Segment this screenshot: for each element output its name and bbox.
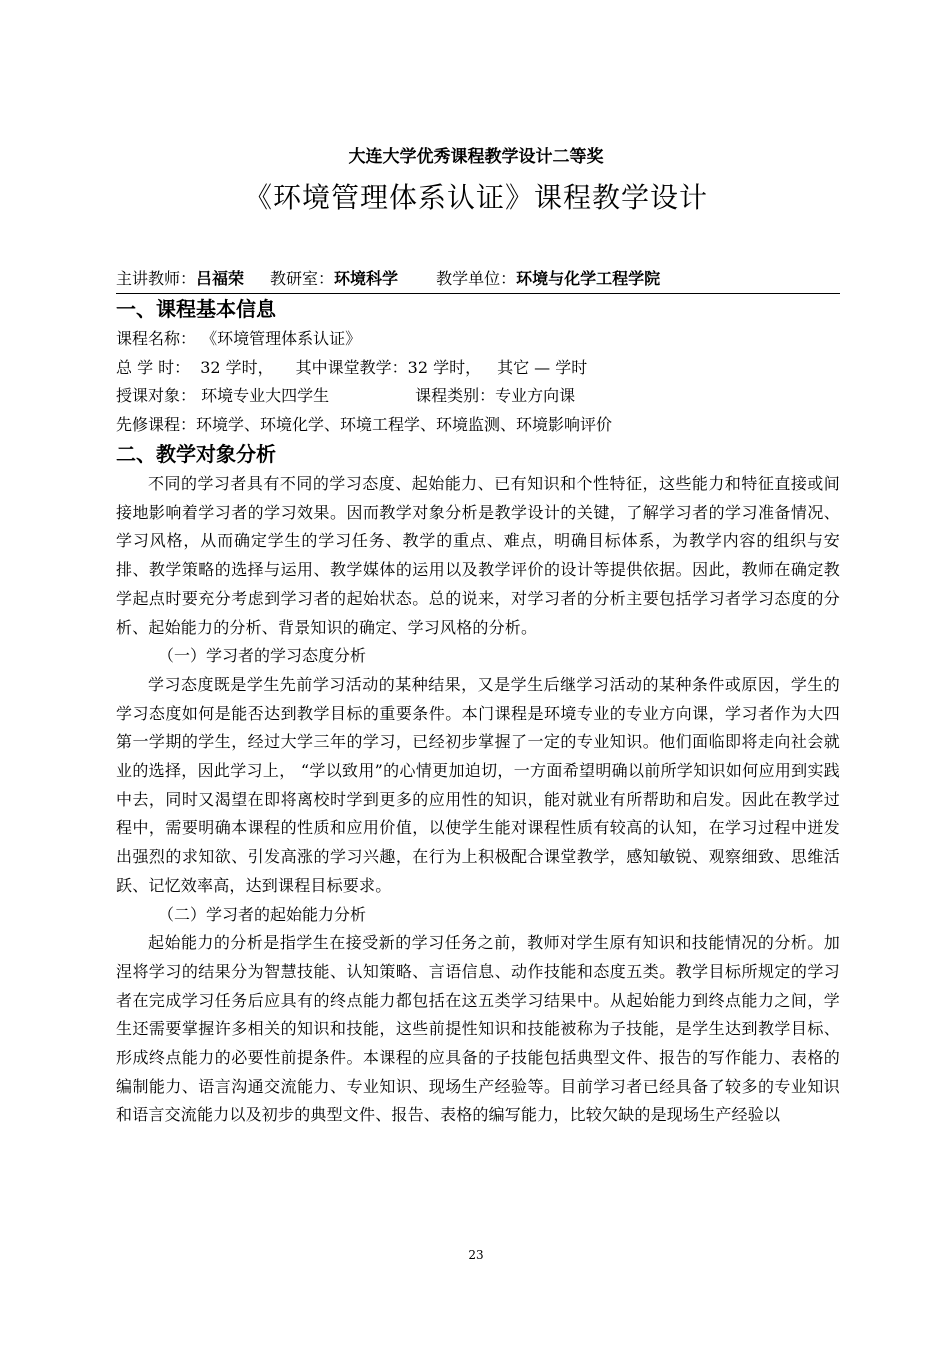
teacher-name: 吕福荣 — [196, 269, 245, 288]
office-label: 教研室： — [270, 269, 335, 288]
award-caption: 大连大学优秀课程教学设计二等奖 — [348, 147, 604, 167]
course-name-row: 课程名称： 《环境管理体系认证》 — [116, 329, 362, 348]
page-title: 《环境管理体系认证》课程教学设计 — [243, 181, 708, 214]
category-text: 课程类别：专业方向课 — [415, 386, 576, 405]
page-number: 23 — [468, 1248, 484, 1262]
section-heading-student-analysis: 二、教学对象分析 — [116, 442, 276, 466]
hours-row — [116, 354, 840, 383]
section-heading-basic-info: 一、课程基本信息 — [116, 297, 276, 321]
prerequisite-row: 先修课程：环境学、环境化学、环境工程学、环境监测、环境影响评价 — [116, 414, 613, 434]
subheading-attitude: （一）学习者的学习态度分析 — [158, 646, 367, 666]
initial-ability-paragraph: 起始能力的分析是指学生在接受新的学习任务之前，教师对学生原有知识和技能情况的分析。加涅将学习的结果分为智慧技能、认知策略、言语信息、动作技能和态度五类。教学目标所规定的学习者在完成学习任务后应具有的终点能力都包括在这五类学习结果中。从起始能力到终点能力之间，学生还需要掌握许多相关的知识和技能，这些前提性知识和技能被称为子技能，是学生达到教学目标、形成终点能力的必要性前提条件。本课程的应具备的子技能包括典型文件、报告的写作能力、表格的编制能力、语言沟通交流能力、专业知识、现场生产经验等。目前学习者已经具备了较多的专业知识和语言交流能力以及初步的典型文件、报告、表格的编写能力，比较欠缺的是现场生产经验以 — [116, 933, 840, 1125]
unit-name: 环境与化学工程学院 — [516, 269, 661, 288]
hours-label: 总 学 时： — [116, 357, 191, 377]
unit-label: 教学单位： — [436, 269, 517, 288]
office-name: 环境科学 — [334, 269, 399, 288]
hours-class: 其中课堂教学：32 学时， — [295, 357, 482, 377]
attitude-paragraph: 学习态度既是学生先前学习活动的某种结果，又是学生后继学习活动的某种条件或原因，学生的学习态度如何是能否达到教学目标的重要条件。本门课程是环境专业的专业方向课，学习者作为大四第一学期的学生，经过大学三年的学习，已经初步掌握了一定的专业知识。他们面临即将走向社会就业的选择，因此学习上， “学以致用”的心情更加迫切，一方面希望明确以前所学知识如何应用到实践中去，同时又渴望在即将离校时学到更多的应用性的知识，能对就业有所帮助和启发。因此在教学过程中，需要明确本课程的性质和应用价值，以使学生能对课程性质有较高的认知，在学习过程中迸发出强烈的求知欲、引发高涨的学习兴趣，在行为上积极配合课堂教学，感知敏锐、观察细致、思维活跃、记忆效率高，达到课程目标要求。 — [116, 674, 840, 895]
intro-paragraph: 不同的学习者具有不同的学习态度、起始能力、已有知识和个性特征，这些能力和特征直接或间接地影响着学习者的学习效果。因而教学对象分析是教学设计的关键，了解学习者的学习准备情况、学习风格，从而确定学生的学习任务、教学的重点、难点，明确目标体系，为教学内容的组织与安排、教学策略的选择与运用、教学媒体的运用以及教学评价的设计等提供依据。因此，教师在确定教学起点时要充分考虑到学习者的起始状态。总的说来，对学习者的分析主要包括学习者学习态度的分析、起始能力的分析、背景知识的确定、学习风格的分析。 — [116, 474, 840, 637]
document-body — [116, 294, 840, 1130]
hours-other: 其它 — 学时 — [497, 357, 588, 377]
hours-total: 32 学时， — [200, 357, 274, 377]
subheading-initial-ability: （二）学习者的起始能力分析 — [158, 904, 367, 924]
teacher-label: 主讲教师： — [116, 269, 197, 288]
course-header-line — [116, 266, 840, 294]
audience-text: 授课对象： 环境专业大四学生 — [116, 386, 330, 405]
audience-row — [116, 382, 840, 411]
